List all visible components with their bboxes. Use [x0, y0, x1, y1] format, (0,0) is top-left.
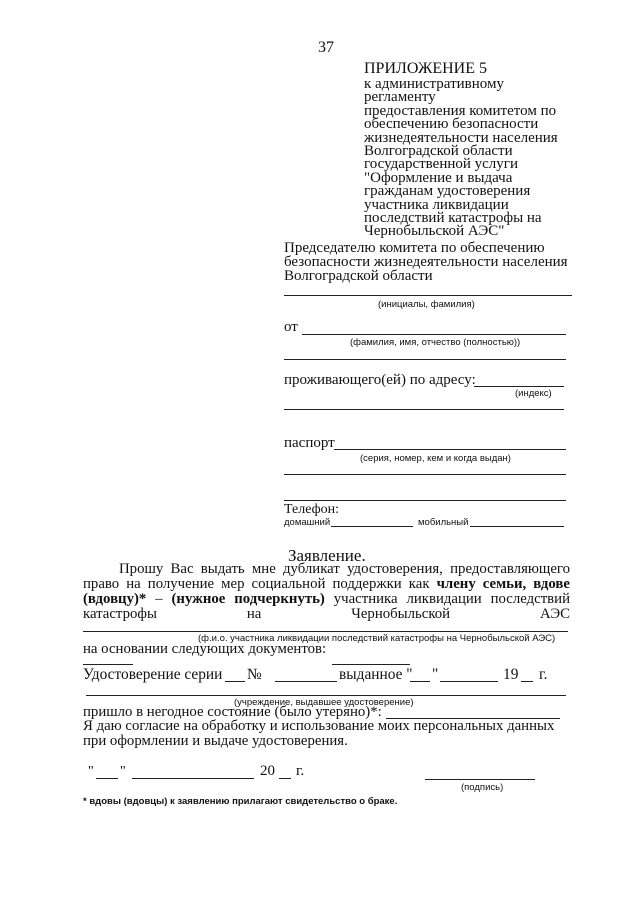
home-phone-line[interactable]: [331, 526, 413, 527]
certificate-year-prefix: 19: [503, 666, 519, 683]
signature-caption: (подпись): [461, 782, 504, 793]
consent-line-2: при оформлении и выдаче удостоверения.: [83, 733, 348, 749]
certificate-year-line[interactable]: [521, 681, 533, 682]
statement-emphasis: (нужное подчеркнуть): [171, 591, 325, 607]
appendix-line: регламенту: [364, 89, 436, 106]
date-year-line[interactable]: [279, 778, 291, 779]
condition-text: пришло в негодное состояние (было утеряно)*:: [83, 704, 382, 720]
certificate-number-line[interactable]: [275, 681, 337, 682]
statement-line-3: [83, 592, 570, 607]
appendix-line: предоставления комитетом по: [364, 102, 557, 119]
appendix-line: участника ликвидации: [364, 196, 509, 213]
participant-caption: (ф.и.о. участника ликвидации последствий катастрофы на Чернобыльской АЭС): [198, 633, 556, 644]
passport-label: паспорт: [284, 435, 335, 451]
passport-line-3[interactable]: [284, 500, 566, 501]
appendix-title: ПРИЛОЖЕНИЕ 5: [364, 60, 488, 77]
addressee-line: Председателю комитета по обеспечению: [284, 240, 545, 256]
certificate-issued-label: выданное ": [339, 666, 413, 683]
appendix-line: государственной услуги: [364, 156, 518, 173]
home-phone-label: домашний: [284, 517, 331, 528]
appendix-line: жизнедеятельности населения: [364, 129, 558, 146]
date-year-prefix: 20: [260, 763, 275, 779]
initials-line[interactable]: [284, 295, 572, 296]
participant-line[interactable]: [83, 631, 568, 632]
page-number: 37: [318, 39, 334, 56]
date-year-suffix: г.: [296, 763, 305, 779]
appendix-line: "Оформление и выдача: [364, 169, 513, 186]
signature-line[interactable]: [425, 779, 535, 780]
consent-line-1: Я даю согласие на обработку и использование моих персональных данных: [83, 718, 555, 734]
index-caption: (индекс): [515, 388, 552, 399]
certificate-series-line[interactable]: [225, 681, 245, 682]
documents-line-2[interactable]: [332, 664, 410, 665]
certificate-year-suffix: г.: [539, 666, 548, 683]
statement-line-1: [83, 562, 570, 577]
statement-line-4: [83, 607, 570, 622]
passport-line-2[interactable]: [284, 474, 566, 475]
address-line[interactable]: [284, 409, 564, 410]
statement-word: АЭС: [540, 606, 570, 622]
certificate-quote: ": [432, 666, 439, 683]
appendix-description: [364, 78, 558, 239]
addressee-block: [284, 242, 568, 283]
footnote: * вдовы (вдовцы) к заявлению прилагают свидетельство о браке.: [83, 796, 398, 807]
appendix-line: обеспечению безопасности: [364, 116, 539, 133]
date-month-line[interactable]: [132, 778, 254, 779]
index-line[interactable]: [474, 386, 564, 387]
institution-caption: (учреждение, выдавшее удостоверение): [234, 697, 414, 708]
appendix-line: к административному: [364, 76, 504, 92]
statement-word: катастрофы: [83, 606, 157, 622]
appendix-line: Чернобыльской АЭС": [364, 223, 505, 240]
statement-emphasis: (вдовцу)*: [83, 591, 147, 607]
certificate-month-line[interactable]: [440, 681, 498, 682]
statement-line-2: [83, 577, 570, 592]
statement-text: Прошу Вас выдать мне дубликат удостоверения, предоставляющего: [119, 561, 570, 577]
statement-emphasis: члену семьи, вдове: [436, 576, 570, 592]
statement-word: Чернобыльской: [351, 606, 451, 622]
fio-line-2[interactable]: [284, 359, 566, 360]
statement-text: участника ликвидации последствий: [324, 591, 571, 607]
certificate-prefix: Удостоверение серии: [83, 666, 223, 683]
mobile-phone-line[interactable]: [470, 526, 564, 527]
date-open-quote: ": [88, 764, 94, 779]
statement-text: –: [146, 591, 172, 607]
initials-caption: (инициалы, фамилия): [378, 299, 475, 310]
appendix-line: Волгоградской области: [364, 143, 513, 160]
phone-label: Телефон:: [284, 502, 340, 517]
passport-caption: (серия, номер, кем и когда выдан): [360, 453, 511, 464]
statement-heading: Заявление.: [288, 546, 366, 565]
documents-line-1[interactable]: [83, 664, 133, 665]
date-day-line[interactable]: [96, 778, 118, 779]
institution-line[interactable]: [86, 695, 566, 696]
appendix-line: последствий катастрофы на: [364, 210, 542, 227]
addressee-line: безопасности жизнедеятельности населения: [284, 253, 568, 270]
date-close-quote: ": [120, 764, 126, 779]
address-label: проживающего(ей) по адресу:: [284, 372, 476, 388]
statement-word: на: [246, 606, 262, 622]
certificate-day-line[interactable]: [410, 681, 430, 682]
from-label: от: [284, 319, 298, 335]
basis-text: на основании следующих документов:: [83, 641, 327, 657]
certificate-number-label: №: [247, 666, 262, 683]
fio-caption: (фамилия, имя, отчество (полностью)): [350, 337, 521, 348]
mobile-phone-label: мобильный: [418, 517, 469, 528]
fio-line[interactable]: [302, 334, 566, 335]
statement-text: право на получение мер социальной поддержки как: [83, 576, 437, 592]
passport-line[interactable]: [334, 449, 566, 450]
appendix-line: гражданам удостоверения: [364, 183, 531, 200]
addressee-line: Волгоградской области: [284, 267, 433, 284]
